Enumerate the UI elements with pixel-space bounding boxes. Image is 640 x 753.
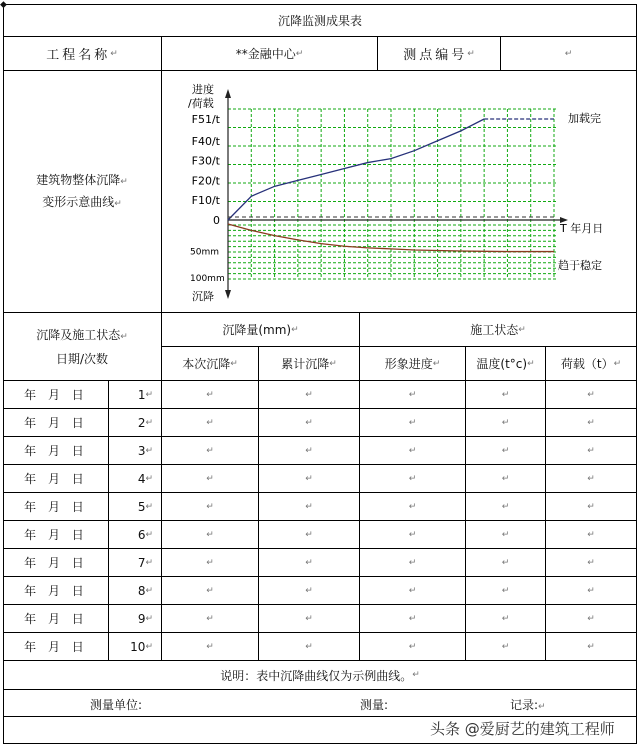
- upper-tick-label: 0: [213, 214, 220, 227]
- cumulative-settlement-cell[interactable]: ↵: [305, 585, 313, 596]
- load-cell[interactable]: ↵: [587, 557, 595, 568]
- watermark-text: 头条 @爱厨艺的建筑工程师: [430, 720, 615, 738]
- temperature-cell[interactable]: ↵: [501, 445, 510, 456]
- curve-label-cell: 建筑物整体沉降↵ 变形示意曲线↵: [36, 172, 128, 209]
- chart-axes: [225, 89, 568, 299]
- date-text: 年 月 日: [24, 556, 88, 570]
- progress-cell[interactable]: ↵: [408, 501, 417, 512]
- date-cell[interactable]: [4, 493, 108, 520]
- settlement-group-header: 沉降量(mm) ↵: [222, 323, 299, 337]
- progress-cell[interactable]: ↵: [408, 389, 417, 400]
- row-number-cell: 8 ↵: [137, 583, 153, 598]
- col-label-current: 本次沉降: [182, 357, 231, 371]
- footer-measure-label: 测量:: [360, 698, 389, 712]
- progress-cell[interactable]: ↵: [408, 641, 417, 652]
- table-title-cell: [3, 5, 637, 36]
- col-header-temperature: 温度(t°c) ↵: [476, 357, 535, 371]
- date-cell[interactable]: [4, 549, 108, 576]
- row-number-cell: 7 ↵: [137, 555, 153, 570]
- watermark: [430, 718, 615, 739]
- footer-record: 记录:↵: [510, 698, 546, 712]
- cumulative-settlement-cell[interactable]: ↵: [305, 557, 313, 568]
- date-text: 年 月 日: [24, 640, 88, 654]
- temperature-cell[interactable]: ↵: [501, 417, 510, 428]
- date-cell[interactable]: [4, 605, 108, 632]
- current-settlement-cell[interactable]: ↵: [206, 557, 214, 568]
- curve-label-line2: 变形示意曲线: [42, 194, 115, 209]
- current-settlement-cell[interactable]: ↵: [206, 389, 214, 400]
- settlement-curve-line: [228, 224, 554, 252]
- y-axis-down-arrow: [225, 290, 231, 299]
- upper-tick-label: F10/t: [191, 194, 220, 208]
- date-cell[interactable]: [4, 633, 108, 660]
- current-settlement-cell[interactable]: ↵: [206, 445, 214, 456]
- row-number-cell: 3 ↵: [137, 443, 153, 458]
- load-cell[interactable]: ↵: [587, 417, 595, 428]
- col-header-load: 荷载（t） ↵: [560, 357, 622, 371]
- note-text: 说明：表中沉降曲线仅为示例曲线。: [220, 668, 413, 683]
- state-header-line2: 日期/次数: [55, 351, 109, 366]
- date-cell[interactable]: [4, 437, 108, 464]
- date-cell[interactable]: [4, 381, 108, 408]
- y-axis-title-line2: /荷载: [188, 97, 214, 110]
- row-number: 6: [137, 527, 146, 542]
- current-settlement-cell[interactable]: ↵: [206, 613, 214, 624]
- point-value-cell[interactable]: ↵: [564, 48, 573, 59]
- cumulative-settlement-cell[interactable]: ↵: [305, 613, 313, 624]
- upper-tick-label: F40/t: [191, 134, 220, 148]
- progress-cell[interactable]: ↵: [408, 585, 417, 596]
- cumulative-settlement-cell[interactable]: ↵: [305, 417, 313, 428]
- annotation-load-complete: 加载完: [568, 112, 601, 125]
- construction-group-header: 施工状态 ↵: [470, 323, 526, 337]
- project-label-cell: 工程名称 ↵: [3, 37, 161, 70]
- current-settlement-cell[interactable]: ↵: [206, 501, 214, 512]
- footer-record-label: 记录:: [510, 698, 539, 712]
- annotation-stable: 趋于稳定: [558, 259, 602, 272]
- temperature-cell[interactable]: ↵: [501, 585, 510, 596]
- row-number-cell: 6 ↵: [137, 527, 153, 542]
- load-cell[interactable]: ↵: [587, 641, 595, 652]
- state-header-cell: 沉降及施工状态↵ 日期/次数: [36, 327, 128, 366]
- settlement-group-label: 沉降量(mm): [222, 323, 292, 337]
- progress-cell[interactable]: ↵: [408, 613, 417, 624]
- row-number: 8: [137, 583, 146, 598]
- footer-unit: [90, 696, 142, 713]
- current-settlement-cell[interactable]: ↵: [206, 585, 214, 596]
- project-value: **金融中心: [235, 47, 296, 61]
- row-number: 10: [130, 639, 146, 654]
- row-number: 7: [137, 555, 146, 570]
- point-label-cell: 测点编号 ↵: [378, 37, 500, 70]
- progress-cell[interactable]: ↵: [408, 529, 417, 540]
- y-axis-title-line1: 进度: [192, 83, 214, 96]
- progress-cell[interactable]: ↵: [408, 417, 417, 428]
- row-number: 4: [137, 471, 146, 486]
- row-number: 1: [137, 387, 146, 402]
- col-header-progress: 形象进度 ↵: [384, 357, 441, 371]
- current-settlement-cell[interactable]: ↵: [206, 641, 214, 652]
- upper-tick-label: F51/t: [191, 113, 220, 126]
- date-cell[interactable]: [4, 409, 108, 436]
- cumulative-settlement-cell[interactable]: ↵: [305, 473, 313, 484]
- footer-unit-label: 测量单位:: [90, 698, 143, 712]
- progress-cell[interactable]: ↵: [408, 473, 417, 484]
- load-cell[interactable]: ↵: [587, 389, 595, 400]
- cumulative-settlement-cell[interactable]: ↵: [305, 445, 313, 456]
- load-cell[interactable]: ↵: [587, 445, 595, 456]
- row-number-cell: 5 ↵: [137, 499, 153, 514]
- date-text: 年 月 日: [24, 528, 88, 542]
- date-text: 年 月 日: [24, 472, 88, 486]
- project-value-cell[interactable]: **金融中心 ↵: [235, 47, 304, 61]
- temperature-cell[interactable]: ↵: [501, 501, 510, 512]
- temperature-cell[interactable]: ↵: [501, 613, 510, 624]
- state-header-line1: 沉降及施工状态: [36, 327, 121, 342]
- upper-tick-label: F20/t: [191, 174, 220, 188]
- temperature-cell[interactable]: ↵: [501, 473, 510, 484]
- date-text: 年 月 日: [24, 612, 88, 626]
- time-axis-label: T 年月日: [560, 222, 604, 235]
- temperature-cell[interactable]: ↵: [501, 557, 510, 568]
- lower-tick-label: 100mm: [190, 274, 225, 284]
- load-cell[interactable]: ↵: [587, 529, 595, 540]
- load-cell[interactable]: ↵: [587, 501, 595, 512]
- project-label: 工程名称: [46, 48, 111, 63]
- row-number: 3: [137, 443, 146, 458]
- date-cell[interactable]: [4, 465, 108, 492]
- row-number-cell: 1 ↵: [137, 387, 153, 402]
- date-text: 年 月 日: [24, 500, 88, 514]
- load-cell[interactable]: ↵: [587, 613, 595, 624]
- construction-group-label: 施工状态: [470, 323, 519, 337]
- date-text: 年 月 日: [24, 416, 88, 430]
- chart-grid: [228, 109, 556, 279]
- load-cell[interactable]: ↵: [587, 473, 595, 484]
- lower-tick-label: 50mm: [190, 247, 219, 258]
- curve-label-line1: 建筑物整体沉降: [36, 172, 121, 187]
- col-label-load: 荷载（t）: [560, 357, 614, 371]
- row-number-cell: 4 ↵: [137, 471, 153, 486]
- cumulative-settlement-cell[interactable]: ↵: [305, 389, 313, 400]
- current-settlement-cell[interactable]: ↵: [206, 529, 214, 540]
- y-axis-up-arrow: [225, 89, 231, 98]
- row-number: 2: [137, 415, 146, 430]
- col-label-cumulative: 累计沉降: [281, 357, 330, 371]
- date-text: 年 月 日: [24, 444, 88, 458]
- date-text: 年 月 日: [24, 584, 88, 598]
- temperature-cell[interactable]: ↵: [501, 389, 510, 400]
- col-header-current: 本次沉降 ↵: [182, 357, 238, 371]
- row-number-cell: 10 ↵: [130, 639, 153, 654]
- date-cell[interactable]: [4, 521, 108, 548]
- upper-tick-label: F30/t: [191, 154, 220, 168]
- progress-cell[interactable]: ↵: [408, 445, 417, 456]
- current-settlement-cell[interactable]: ↵: [206, 473, 214, 484]
- current-settlement-cell[interactable]: ↵: [206, 417, 214, 428]
- point-label: 测点编号: [403, 48, 468, 63]
- row-number: 5: [137, 499, 146, 514]
- temperature-cell[interactable]: ↵: [501, 641, 510, 652]
- note-cell: 说明：表中沉降曲线仅为示例曲线。 ↵: [220, 668, 420, 683]
- temperature-cell[interactable]: ↵: [501, 529, 510, 540]
- date-text: 年 月 日: [24, 388, 88, 402]
- y-axis-bottom-title: 沉降: [192, 290, 214, 303]
- date-cell[interactable]: [4, 577, 108, 604]
- footer-measure: [360, 696, 388, 713]
- settlement-chart: [162, 71, 636, 311]
- cumulative-settlement-cell[interactable]: ↵: [305, 501, 313, 512]
- row-number: 9: [137, 611, 146, 626]
- col-label-progress: 形象进度: [384, 357, 433, 371]
- progress-cell[interactable]: ↵: [408, 557, 417, 568]
- row-number-cell: 9 ↵: [137, 611, 153, 626]
- load-curve-line: [228, 119, 484, 220]
- table-title: 沉降监测成果表: [277, 14, 362, 28]
- row-number-cell: 2 ↵: [137, 415, 153, 430]
- col-label-temperature: 温度(t°c): [476, 357, 528, 371]
- cumulative-settlement-cell[interactable]: ↵: [305, 641, 313, 652]
- cumulative-settlement-cell[interactable]: ↵: [305, 529, 313, 540]
- corner-handle-icon[interactable]: ◆: [0, 0, 7, 10]
- load-cell[interactable]: ↵: [587, 585, 595, 596]
- col-header-cumulative: 累计沉降 ↵: [281, 357, 337, 371]
